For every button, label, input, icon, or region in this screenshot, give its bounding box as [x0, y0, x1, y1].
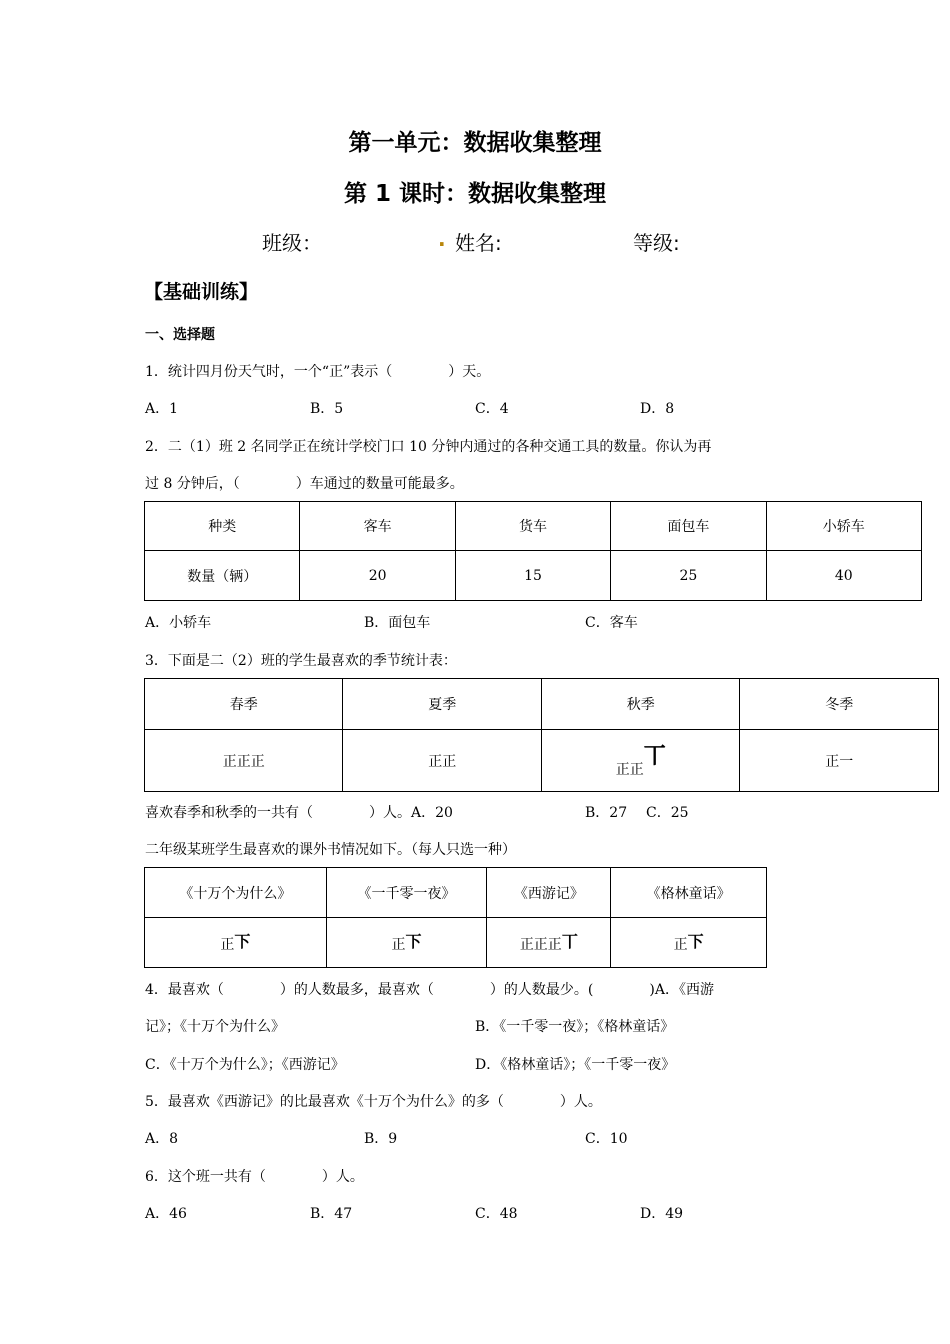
vehicle-data-cell: 15	[455, 551, 610, 601]
q4-option-c: C．《十万个为什么》；《西游记》	[145, 1057, 345, 1073]
class-label: 班级：	[262, 231, 322, 255]
question-3-intro: 3．下面是二（2）班的学生最喜欢的季节统计表：	[145, 653, 457, 669]
question-5: 5．最喜欢《西游记》的比最喜欢《十万个为什么》的多（ ）人。	[145, 1094, 602, 1110]
q4-option-a-cont: 记》；《十万个为什么》	[145, 1019, 285, 1035]
books-table	[144, 867, 767, 968]
q4-option-b: B．《一千零一夜》；《格林童话》	[475, 1019, 675, 1035]
books-data-cell	[326, 918, 487, 968]
tally-text: 正	[220, 937, 235, 953]
season-data-cell: 正正	[343, 730, 541, 792]
books-data-cell	[145, 918, 327, 968]
q2-option-b: B．面包车	[364, 615, 431, 631]
season-data-cell: 正正正	[145, 730, 343, 792]
season-data-cell	[541, 730, 740, 792]
question-3: 喜欢春季和秋季的一共有（ ）人。A．20	[145, 805, 453, 821]
q5-option-a: A．8	[145, 1131, 179, 1147]
tally-text: 正正正	[519, 937, 562, 953]
tally-mark-icon: 丅	[643, 744, 666, 769]
tally-mark-icon: 下	[405, 932, 422, 951]
books-data-cell	[611, 918, 767, 968]
q6-option-b: B．47	[310, 1206, 353, 1222]
season-header-cell: 冬季	[740, 679, 939, 730]
vehicle-data-cell: 40	[766, 551, 921, 601]
vehicle-data-cell: 数量（辆）	[145, 551, 300, 601]
q3-option-c: C．25	[646, 805, 689, 821]
vehicle-header-cell: 面包车	[611, 502, 766, 551]
season-data-cell: 正一	[740, 730, 939, 792]
question-4-line-1: 4．最喜欢（ ）的人数最多，最喜欢（ ）的人数最少。( )A．《西游	[145, 982, 714, 998]
vehicle-header-cell: 种类	[145, 502, 300, 551]
books-header-cell: 《一千零一夜》	[326, 868, 487, 918]
books-intro: 二年级某班学生最喜欢的课外书情况如下。（每人只选一种）	[145, 842, 516, 858]
season-table-header-row	[145, 679, 939, 730]
question-1: 1．统计四月份天气时，一个“正”表示（ ）天。	[145, 364, 491, 380]
tally-mark-icon: 下	[234, 932, 251, 951]
tally-mark-icon: 丅	[561, 932, 578, 951]
q4-option-d: D．《格林童话》；《一千零一夜》	[475, 1057, 676, 1073]
tally-text: 正正	[615, 762, 644, 778]
vehicle-header-cell: 客车	[300, 502, 455, 551]
q2-option-c: C．客车	[585, 615, 638, 631]
q1-option-c: C．4	[475, 401, 509, 417]
vehicle-table-header-row	[145, 502, 922, 551]
books-table-header-row	[145, 868, 767, 918]
question-6: 6．这个班一共有（ ）人。	[145, 1169, 364, 1185]
tally-text: 正	[391, 937, 406, 953]
name-label: 姓名:	[455, 231, 502, 255]
vehicle-header-cell: 货车	[455, 502, 610, 551]
books-header-cell: 《格林童话》	[611, 868, 767, 918]
tally-mark-icon: 下	[687, 932, 704, 951]
page-subtitle: 第 1 课时：数据收集整理	[343, 181, 607, 207]
books-data-cell	[487, 918, 611, 968]
books-table-data-row	[145, 918, 767, 968]
q1-option-a: A．1	[145, 401, 179, 417]
question-2-line-2: 过 8 分钟后，（ ）车通过的数量可能最多。	[145, 476, 464, 492]
q1-option-b: B．5	[310, 401, 344, 417]
page-title: 第一单元：数据收集整理	[348, 130, 602, 156]
vehicle-table	[144, 501, 922, 601]
vehicle-data-cell: 25	[611, 551, 766, 601]
grade-label: 等级:	[633, 231, 680, 255]
q6-option-c: C．48	[475, 1206, 518, 1222]
books-header-cell: 《十万个为什么》	[145, 868, 327, 918]
question-2-line-1: 2．二（1）班 2 名同学正在统计学校门口 10 分钟内通过的各种交通工具的数量。你认为再	[145, 439, 712, 455]
vehicle-header-cell: 小轿车	[766, 502, 921, 551]
season-table-data-row	[145, 730, 939, 792]
decorative-dot: .	[438, 227, 446, 251]
part-title: 一、选择题	[145, 327, 215, 343]
vehicle-table-data-row	[145, 551, 922, 601]
season-header-cell: 秋季	[541, 679, 740, 730]
q3-option-b: B．27	[585, 805, 628, 821]
books-header-cell: 《西游记》	[487, 868, 611, 918]
q6-option-d: D．49	[640, 1206, 684, 1222]
q6-option-a: A．46	[145, 1206, 187, 1222]
q1-option-d: D．8	[640, 401, 675, 417]
season-header-cell: 春季	[145, 679, 343, 730]
season-header-cell: 夏季	[343, 679, 541, 730]
q5-option-b: B．9	[364, 1131, 398, 1147]
season-table	[144, 678, 939, 792]
section-title: 【基础训练】	[144, 281, 259, 303]
tally-text: 正	[673, 937, 688, 953]
vehicle-data-cell: 20	[300, 551, 455, 601]
q2-option-a: A．小轿车	[145, 615, 212, 631]
q5-option-c: C．10	[585, 1131, 628, 1147]
